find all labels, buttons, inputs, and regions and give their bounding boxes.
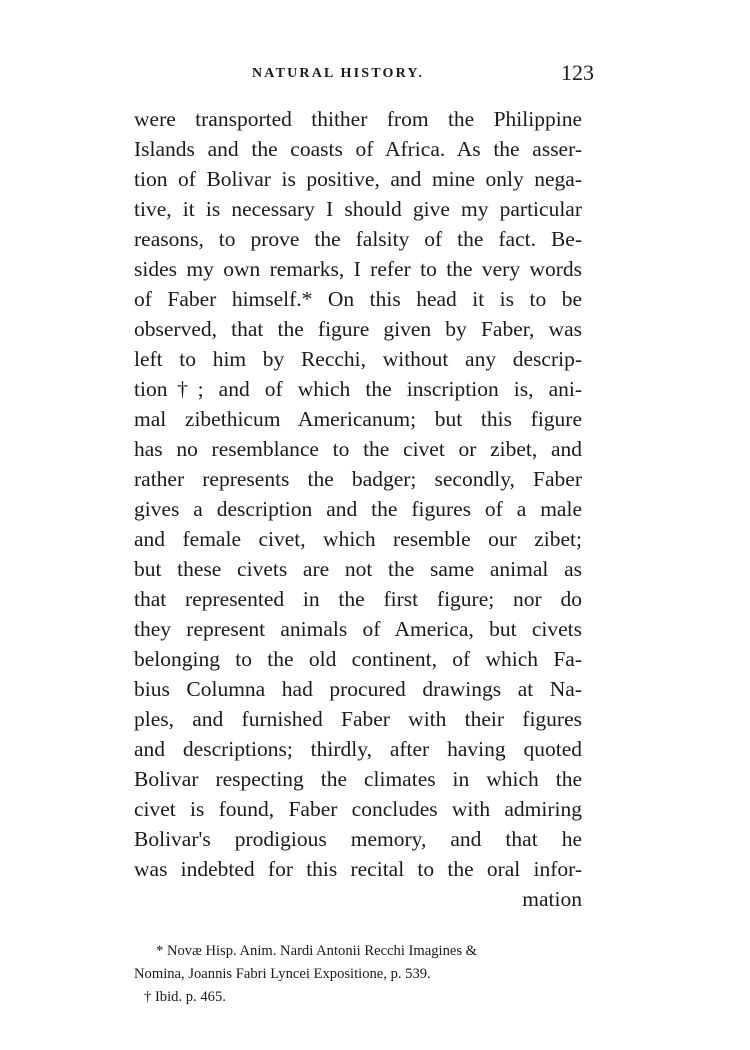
body-line: and female civet, which resemble our zibet; (134, 527, 582, 551)
body-line: and descriptions; thirdly, after having quoted (134, 737, 582, 761)
body-line: observed, that the figure given by Faber, was (134, 317, 582, 341)
body-line: tion†; and of which the inscription is, ani- (134, 377, 582, 401)
body-line: reasons, to prove the falsity of the fact. Be- (134, 227, 582, 251)
body-line: rather represents the badger; secondly, Faber (134, 467, 582, 491)
body-line: left to him by Recchi, without any descrip- (134, 347, 582, 371)
body-text (134, 104, 582, 914)
body-line: gives a description and the figures of a male (134, 497, 582, 521)
body-line: of Faber himself.* On this head it is to be (134, 287, 582, 311)
catchword: mation (522, 887, 582, 911)
body-line: Bolivar's prodigious memory, and that he (134, 827, 582, 851)
body-line: they represent animals of America, but civets (134, 617, 582, 641)
body-line: sides my own remarks, I refer to the very words (134, 257, 582, 281)
body-line: that represented in the first figure; nor do (134, 587, 582, 611)
body-line: has no resemblance to the civet or zibet, and (134, 437, 582, 461)
footnote-line: Nomina, Joannis Fabri Lyncei Expositione, p. 539. (134, 966, 431, 982)
body-line: was indebted for this recital to the oral infor- (134, 857, 582, 881)
body-line: but these civets are not the same animal as (134, 557, 582, 581)
body-line: civet is found, Faber concludes with admiring (134, 797, 582, 821)
body-line: tion of Bolivar is positive, and mine only nega- (134, 167, 582, 191)
body-line: bius Columna had procured drawings at Na- (134, 677, 582, 701)
running-head: NATURAL HISTORY. (252, 66, 425, 81)
footnote-line: † Ibid. p. 465. (144, 989, 226, 1005)
footnote-line: * Novæ Hisp. Anim. Nardi Antonii Recchi Imagines & (156, 943, 478, 959)
body-line: Islands and the coasts of Africa. As the asser- (134, 137, 582, 161)
body-line: ples, and furnished Faber with their figures (134, 707, 582, 731)
body-line: Bolivar respecting the climates in which the (134, 767, 582, 791)
body-line: belonging to the old continent, of which Fa- (134, 647, 582, 671)
footnotes (134, 940, 582, 1009)
body-line: were transported thither from the Philippine (134, 107, 582, 131)
page-number: 123 (561, 60, 594, 85)
body-line: mal zibethicum Americanum; but this figure (134, 407, 582, 431)
body-line: tive, it is necessary I should give my particular (134, 197, 582, 221)
